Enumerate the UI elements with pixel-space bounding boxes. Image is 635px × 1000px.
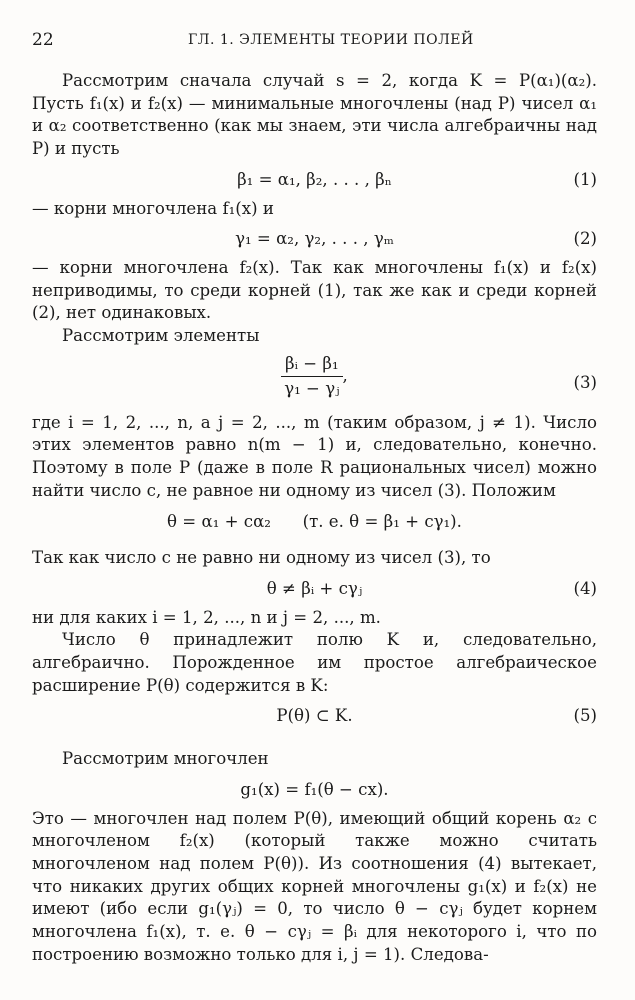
- fraction-denominator: γ₁ − γⱼ: [284, 378, 340, 398]
- equation-2-expr: γ₁ = α₂, γ₂, . . . , γₘ: [235, 229, 394, 249]
- paragraph-4: Рассмотрим элементы: [62, 326, 260, 346]
- equation-4-expr: θ ≠ βᵢ + cγⱼ: [266, 578, 363, 598]
- equation-g: [32, 779, 597, 802]
- equation-4: [32, 578, 597, 601]
- fraction: [281, 354, 342, 399]
- chapter-title: ГЛ. 1. ЭЛЕМЕНТЫ ТЕОРИИ ПОЛЕЙ: [188, 32, 474, 48]
- fraction-numerator: βᵢ − β₁: [281, 354, 342, 377]
- paragraph-7: ни для каких i = 1, 2, ..., n и j = 2, ..., m.: [32, 607, 381, 627]
- page-body: [32, 70, 597, 967]
- running-header: [32, 30, 607, 56]
- paragraph-5: где i = 1, 2, ..., n, а j = 2, ..., m (таким образом, j ≠ 1). Число этих элементов равно n(m − 1) и, следовательно, конечно. Поэтому в поле P (даже в поле R рациональных чисел) можно найти число c, не равное ни одному из чисел (3). Положим: [32, 412, 597, 500]
- fraction-tail: ,: [342, 365, 348, 385]
- equation-theta: [32, 511, 597, 534]
- equation-1-expr: β₁ = α₁, β₂, . . . , βₙ: [237, 169, 392, 189]
- paragraph-8: Число θ принадлежит полю K и, следовательно, алгебраично. Порожденное им простое алгебраическое расширение P(θ) содержится в K:: [32, 630, 597, 695]
- equation-5-number: (5): [573, 706, 597, 726]
- page-number: 22: [32, 30, 54, 50]
- equation-1-number: (1): [573, 169, 597, 189]
- paragraph-1: Рассмотрим сначала случай s = 2, когда K = P(α₁)(α₂). Пусть f₁(x) и f₂(x) — минимальные многочлены (над P) чисел α₁ и α₂ соответственно (как мы знаем, эти числа алгебраичны над P) и пусть: [32, 71, 597, 159]
- equation-theta-expr: θ = α₁ + cα₂ (т. е. θ = β₁ + cγ₁).: [167, 511, 462, 531]
- equation-1: [32, 169, 597, 192]
- equation-2-number: (2): [573, 229, 597, 249]
- equation-4-number: (4): [573, 578, 597, 598]
- equation-g-expr: g₁(x) = f₁(θ − cx).: [240, 779, 389, 799]
- equation-3: [32, 354, 597, 412]
- paragraph-2: — корни многочлена f₁(x) и: [32, 198, 274, 218]
- paragraph-6: Так как число c не равно ни одному из чисел (3), то: [32, 548, 491, 568]
- equation-5: [32, 705, 597, 728]
- equation-2: [32, 228, 597, 251]
- paragraph-10: Это — многочлен над полем P(θ), имеющий общий корень α₂ с многочленом f₂(x) (который также можно считать многочленом над полем P(θ)). Из соотношения (4) вытекает, что никаких других общих корней многочлены g₁(x) и f₂(x) не имеют (ибо если g₁(γⱼ) = 0, то число θ − cγⱼ будет корнем многочлена f₁(x), т. е. θ − cγⱼ = βᵢ для некоторого i, что по построению возможно только для i, j = 1). Следова-: [32, 808, 597, 964]
- equation-5-expr: P(θ) ⊂ K.: [276, 706, 353, 726]
- paragraph-3: — корни многочлена f₂(x). Так как многочлены f₁(x) и f₂(x) неприводимы, то среди корней (1), так же как и среди корней (2), нет одинаковых.: [32, 257, 597, 323]
- equation-3-number: (3): [573, 372, 597, 392]
- paragraph-9: Рассмотрим многочлен: [62, 749, 269, 769]
